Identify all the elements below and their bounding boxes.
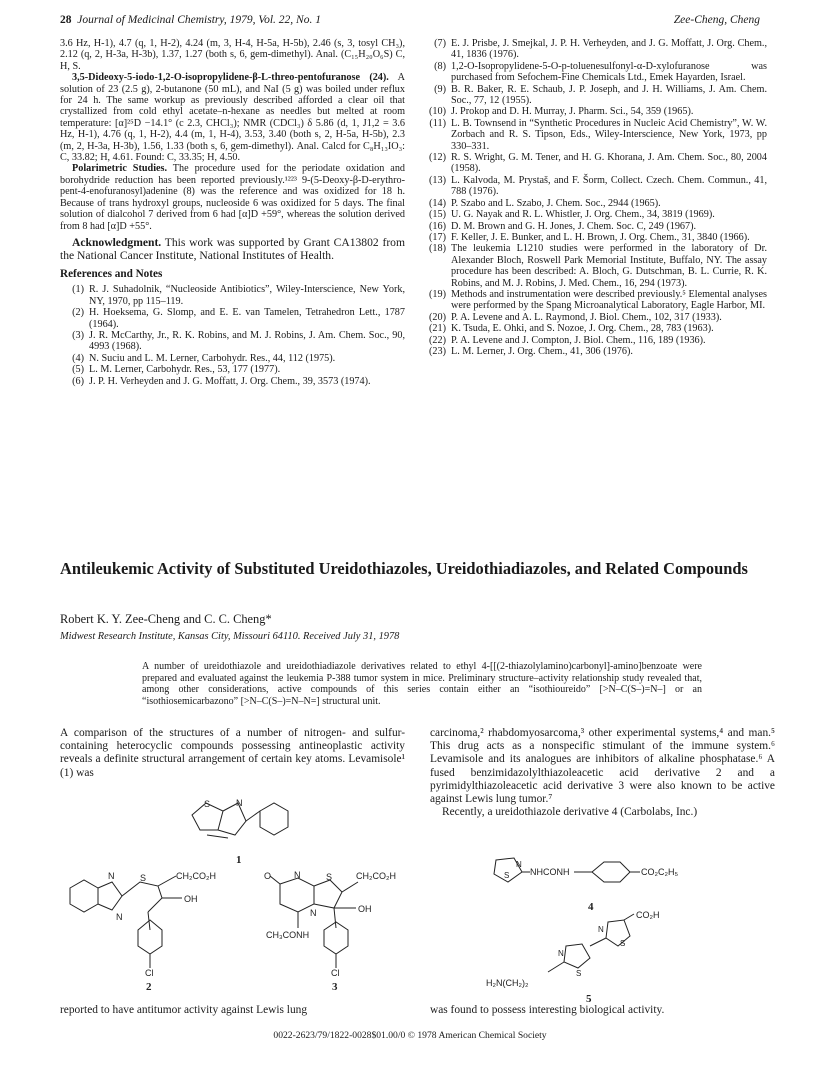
reference-text: K. Tsuda, E. Ohki, and S. Nozoe, J. Org. Chem., 28, 783 (1963). <box>451 323 714 335</box>
reference-number: (15) <box>429 209 446 221</box>
svg-text:N: N <box>236 798 243 808</box>
reference-text: R. J. Suhadolnik, “Nucleoside Antibiotics”, Wiley-Interscience, New York, NY, 1970, pp 115–119. <box>89 284 405 307</box>
nmr-paragraph: 3.6 Hz, H-1), 4.7 (q, 1, H-2), 4.24 (m, 3, H-4, H-5a, H-5b), 2.46 (s, 3, tosyl CH₃), 2.12 (q, 2, H-3a, H-3b), 1.37, 1.27 (both s, 6, gem-dimethyl). Anal. (C₁₅H₂₀O₆S) C, H, S. <box>60 38 405 72</box>
reference-item <box>422 209 767 220</box>
svg-text:N: N <box>310 908 317 918</box>
article-title: Antileukemic Activity of Substituted Ureidothiazoles, Ureidothiadiazoles, and Related Compounds <box>60 559 748 578</box>
reference-item <box>422 198 767 209</box>
svg-text:Cl: Cl <box>145 968 154 978</box>
svg-text:S: S <box>576 969 582 978</box>
reference-number: (17) <box>429 231 446 243</box>
svg-text:Cl: Cl <box>331 968 340 978</box>
svg-text:N: N <box>116 912 123 922</box>
reference-number: (22) <box>429 334 446 346</box>
svg-text:CH₂CO₂H: CH₂CO₂H <box>176 871 216 881</box>
svg-text:N: N <box>294 870 301 880</box>
svg-text:S: S <box>504 871 510 880</box>
reference-number: (12) <box>429 152 446 164</box>
svg-text:2: 2 <box>146 981 152 993</box>
reference-text: L. M. Lerner, Carbohydr. Res., 53, 177 (1977). <box>89 364 281 376</box>
svg-text:CO₂H: CO₂H <box>636 910 660 920</box>
running-authors: Zee-Cheng, Cheng <box>673 14 760 26</box>
reference-item <box>422 243 767 289</box>
reference-number: (23) <box>429 345 446 357</box>
reference-number: (21) <box>429 323 446 335</box>
svg-text:N: N <box>598 925 604 934</box>
svg-text:S: S <box>326 872 333 882</box>
reference-number: (6) <box>72 375 84 387</box>
reference-text: Methods and instrumentation were described previously.⁵ Elemental analyses were performed by the Spang Microanalytical Laboratory, Eagle Harbor, MI. <box>451 288 767 312</box>
polarimetric-paragraph: Polarimetric Studies. The procedure used for the periodate oxidation and borohydride reduction has been reported previously.¹²²³ 9-(5-Deoxy-β-D-erythro-pent-4-enofuranosyl)adenine (8) was the reference and was oxidized for 18 h. Because of trans hydroxyl groups, nucleoside 6 was oxidized for 5 days. The final solution of dialcohol 7 derived from 6 had [α]D +59°, whereas the solution derived from 8 had [α]D +55°. <box>60 163 406 232</box>
reference-item <box>422 152 767 175</box>
references-list-right <box>422 38 767 357</box>
reference-text: J. P. H. Verheyden and J. G. Moffatt, J. Org. Chem., 39, 3573 (1974). <box>89 375 371 387</box>
reference-number: (3) <box>72 329 84 341</box>
reference-text: U. G. Nayak and R. L. Whistler, J. Org. Chem., 34, 3819 (1969). <box>451 209 715 221</box>
structure-5 <box>482 910 692 1010</box>
reference-item <box>422 289 767 312</box>
svg-text:CO₂C₂H₅: CO₂C₂H₅ <box>641 867 679 877</box>
reference-text: 1,2-O-Isopropylidene-5-O-p-toluenesulfonyl-α-D-xylofuranose was purchased from Sefochem-Fine Chemicals Ltd., Emek Hayarden, Israel. <box>451 60 767 84</box>
svg-text:S: S <box>140 873 147 883</box>
structure-1-levamisole <box>178 793 318 869</box>
article-abstract: A number of ureidothiazole and ureidothiadiazole derivatives related to ethyl 4-[[(2-thiazolylamino)carbonyl]-amino]benzoate were prepared and evaluated against the leukemia P-388 tumor system in mice. Preliminary structure–activity relationship study revealed that, among other considerations, active compounds of this series contain either an “isothioureido” [>N–C(S–)=N–] or an “isothiosemicarbazono” [>N–C(S–)=N–N=] structural unit. <box>142 661 702 707</box>
svg-text:NHCONH: NHCONH <box>530 867 570 877</box>
reference-number: (5) <box>72 364 84 376</box>
structure-4 <box>484 850 699 912</box>
reference-text: J. Prokop and D. H. Murray, J. Pharm. Sci., 54, 359 (1965). <box>451 106 694 118</box>
previous-article-right-column <box>422 38 767 357</box>
reference-number: (20) <box>429 311 446 323</box>
svg-text:H₂N(CH₂)₂: H₂N(CH₂)₂ <box>486 978 529 988</box>
reference-number: (9) <box>434 83 446 95</box>
reference-text: H. Hoeksema, G. Slomp, and E. E. van Tamelen, Tetrahedron Lett., 1787 (1964). <box>89 307 405 330</box>
reference-item <box>422 221 767 232</box>
reference-text: L. B. Townsend in “Synthetic Procedures in Nucleic Acid Chemistry”, W. W. Zorbach and R. S. Tipson, Eds., Wiley-Interscience, New York, 1973, pp 330–331. <box>451 117 767 152</box>
reference-number: (2) <box>72 307 84 319</box>
svg-text:S: S <box>620 939 626 948</box>
article-authors: Robert K. Y. Zee-Cheng and C. C. Cheng* <box>60 612 272 626</box>
reference-number: (18) <box>429 243 446 255</box>
previous-article-left-column <box>60 38 405 387</box>
svg-text:N: N <box>108 871 115 881</box>
reference-number: (16) <box>429 220 446 232</box>
article-affiliation: Midwest Research Institute, Kansas City, Missouri 64110. Received July 31, 1978 <box>60 631 400 642</box>
svg-text:CH₂CO₂H: CH₂CO₂H <box>356 871 396 881</box>
svg-text:S: S <box>204 799 211 809</box>
acknowledgment: Acknowledgment. This work was supported by Grant CA13802 from the National Cancer Institute, National Institutes of Health. <box>60 235 405 262</box>
reference-number: (13) <box>429 174 446 186</box>
reference-text: E. J. Prisbe, J. Smejkal, J. P. H. Verheyden, and J. G. Moffatt, J. Org. Chem., 41, 1836 (1976). <box>451 38 767 61</box>
reference-number: (1) <box>72 284 84 296</box>
reference-number: (14) <box>429 197 446 209</box>
reference-item <box>422 312 767 323</box>
reference-text: J. R. McCarthy, Jr., R. K. Robins, and M. J. Robins, J. Am. Chem. Soc., 90, 4993 (1968). <box>89 329 405 353</box>
reference-item <box>422 323 767 334</box>
reference-item <box>422 61 767 84</box>
reference-text: L. Kalvoda, M. Prystaš, and F. Šorm, Collect. Czech. Chem. Commun., 41, 788 (1976). <box>451 174 767 198</box>
body-text-right: carcinoma,² rhabdomyosarcoma,³ other experimental systems,⁴ and man.⁵ This drug acts as a nonspecific stimulant of the immune system.⁶ Levamisole and its analogues are inhibitors of alkaline phosphatase.⁶ A fused benzimidazolylthiazoleacetic acid derivative 2 and a pyrimidylthiazoleacetic acid derivative 3 were also known to be active against Lewis lung tumor.⁷ Recently, a ureidothiazole derivative 4 (Carbolabs, Inc.) <box>430 727 775 819</box>
svg-text:1: 1 <box>236 854 242 866</box>
references-list-left <box>60 284 405 387</box>
reference-item <box>60 330 405 353</box>
reference-text: P. Szabo and L. Szabo, J. Chem. Soc., 2944 (1965). <box>451 197 661 209</box>
reference-text: N. Suciu and L. M. Lerner, Carbohydr. Res., 44, 112 (1975). <box>89 352 336 364</box>
running-header <box>60 14 760 32</box>
reference-item <box>422 106 767 117</box>
reference-item <box>422 84 767 107</box>
reference-text: P. A. Levene and A. L. Raymond, J. Biol. Chem., 102, 317 (1933). <box>451 311 722 323</box>
reference-item <box>422 335 767 346</box>
page-number-journal: 28 Journal of Medicinal Chemistry, 1979, Vol. 22, No. 1 <box>60 14 321 26</box>
svg-text:OH: OH <box>358 904 372 914</box>
reference-text: R. S. Wright, G. M. Tener, and H. G. Khorana, J. Am. Chem. Soc., 80, 2004 (1958). <box>451 152 767 175</box>
svg-text:3: 3 <box>332 981 338 993</box>
reference-text: D. M. Brown and G. H. Jones, J. Chem. Soc. C, 249 (1967). <box>451 220 697 232</box>
reference-text: B. R. Baker, R. E. Schaub, J. P. Joseph, and J. H. Williams, J. Am. Chem. Soc., 77, 12 (1955). <box>451 83 767 107</box>
reference-item <box>60 353 405 364</box>
body-text-left: A comparison of the structures of a number of nitrogen- and sulfur-containing heterocyclic compounds possessing antineoplastic activity reveals a definite structural arrangement of certain key atoms. Levamisole¹ (1) was <box>60 727 405 779</box>
svg-text:OH: OH <box>184 894 198 904</box>
reference-item <box>60 307 405 330</box>
svg-text:5: 5 <box>586 993 592 1005</box>
reference-number: (8) <box>434 60 446 72</box>
reference-item <box>60 364 405 375</box>
reference-item <box>422 232 767 243</box>
compound-24-paragraph: 3,5-Dideoxy-5-iodo-1,2-O-isopropylidene-β-L-threo-pentofuranose (24). A solution of 23 (2.5 g), 2-butanone (50 mL), and NaI (5 g) was boiled under reflux for 24 h. The same workup as previously described afforded a clear oil that crystallized from cold ethyl acetate–n-hexane as needles but melted at room temperature: [α]²⁵D −14.1° (c 2.3, CHCl₃); NMR (CDCl₃) δ 5.86 (d, 1, J1,2 = 3.6 Hz, H-1), 4.76 (q, 1, H-2), 4.4 (m, 1, H-4), 3.53, 3.40 (both s, 2, H-5a, H-5b), 2.3 (m, 2, H-3a, H-3b), 1.56, 1.33 (both s, 6, gem-dimethyl). Anal. Calcd for C₈H₁₃IO₃: C, 33.82; H, 4.61. Found: C, 33.35; H, 4.50. <box>60 72 405 164</box>
footer-copyright: 0022-2623/79/1822-0028$01.00/0 © 1978 American Chemical Society <box>273 1030 547 1041</box>
structure-2 <box>58 868 238 993</box>
reference-item <box>422 175 767 198</box>
svg-text:4: 4 <box>588 901 594 912</box>
reference-text: F. Keller, J. E. Bunker, and L. H. Brown, J. Org. Chem., 31, 3840 (1966). <box>451 231 750 243</box>
reference-number: (19) <box>429 288 446 300</box>
svg-text:N: N <box>558 949 564 958</box>
body-text-bottom-right: was found to possess interesting biological activity. <box>430 1004 665 1016</box>
structure-3 <box>240 868 425 993</box>
body-text-bottom-left: reported to have antitumor activity against Lewis lung <box>60 1004 308 1016</box>
reference-item <box>422 38 767 61</box>
reference-item <box>422 118 767 152</box>
svg-text:O: O <box>264 871 272 881</box>
svg-text:N: N <box>516 860 522 869</box>
references-heading: References and Notes <box>60 267 163 280</box>
reference-item <box>60 284 405 307</box>
svg-text:CH₃CONH: CH₃CONH <box>266 930 310 940</box>
reference-text: The leukemia L1210 studies were performed in the laboratory of Dr. Alexander Bloch, Roswell Park Memorial Institute, Buffalo, NY. The assay procedure has been described: A. Bloch, G. Dutschman, B. L. Currie, R. K. Robins, and M. J. Robins, J. Med. Chem., 16, 294 (1973). <box>451 243 767 289</box>
reference-text: P. A. Levene and J. Compton, J. Biol. Chem., 116, 189 (1936). <box>451 334 706 346</box>
reference-item <box>422 346 767 357</box>
reference-number: (10) <box>429 106 446 118</box>
reference-text: L. M. Lerner, J. Org. Chem., 41, 306 (1976). <box>451 345 633 357</box>
reference-number: (11) <box>429 117 446 129</box>
reference-item <box>60 376 405 387</box>
reference-number: (7) <box>434 38 446 49</box>
reference-number: (4) <box>72 352 84 364</box>
